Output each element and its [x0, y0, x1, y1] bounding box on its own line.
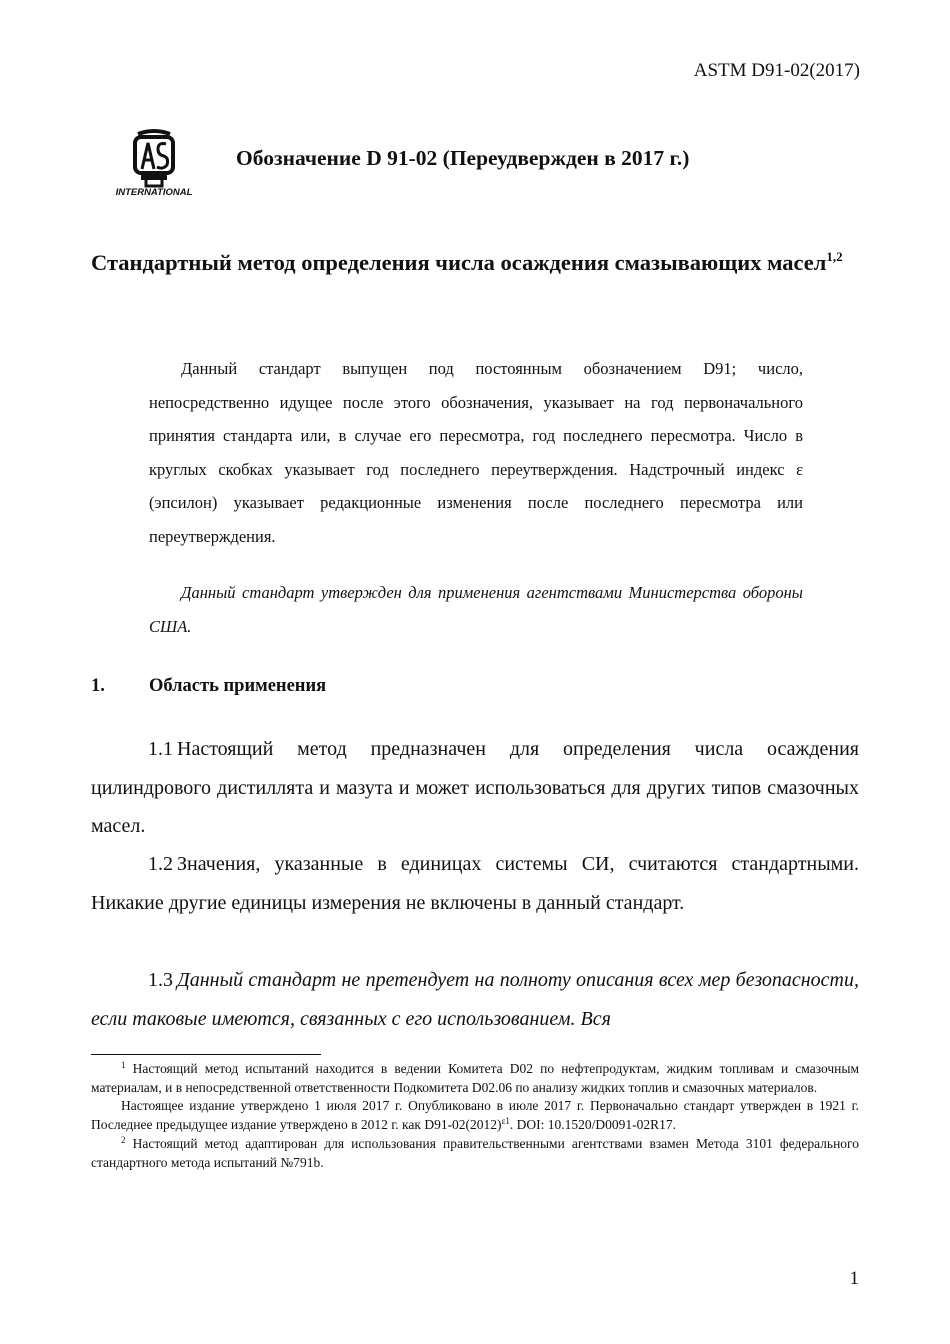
astm-emblem-icon — [135, 131, 173, 186]
paragraph-text: Данный стандарт не претендует на полноту описания всех мер безопасности, если таковые имеются, связанных с его использованием. Вся — [91, 969, 859, 1030]
section-title: Область применения — [149, 676, 327, 696]
section-number: 1. — [91, 676, 105, 696]
edition-note — [91, 1097, 859, 1134]
paragraph-number: 1.3 — [148, 969, 173, 991]
footnote-mark: 2 — [121, 1134, 126, 1145]
dod-approval-note: Данный стандарт утвержден для применения агентствами Министерства обороны США. — [149, 583, 803, 636]
standard-designation: Обозначение D 91-02 (Переудвержден в 2017 г.) — [236, 146, 690, 170]
paragraph-text: Значения, указанные в единицах системы СИ, считаются стандартными. Никакие другие единицы измерения не включены в данный стандарт. — [91, 853, 859, 914]
edition-text: Настоящее издание утверждено 1 июля 2017 г. Опубликовано в июле 2017 г. Первоначально стандарт утвержден в 1921 г. Последнее предыдущее издание утверждено в 2012 г. как D91-02(2012) — [91, 1098, 859, 1133]
paragraph-1-2 — [91, 845, 859, 922]
title-text: Стандартный метод определения числа осаждения смазывающих масел — [91, 250, 827, 275]
paragraph-1-3 — [91, 961, 859, 1038]
footnote-1 — [91, 1060, 859, 1097]
footnote-mark: 1 — [121, 1060, 126, 1070]
footnote-text: Настоящий метод адаптирован для использования правительственными агентствами взамен Метода 3101 федерального стандартного метода испытаний №791b. — [91, 1135, 860, 1170]
issuance-note: Данный стандарт выпущен под постоянным обозначением D91; число, непосредственно идущее после этого обозначения, указывает на год первоначального принятия стандарта или, в случае его пересмотра, год последнего пересмотра. Число в круглых скобках указывает год последнего переутверждения. Надстрочный индекс ε (эпсилон) указывает редакционные изменения после последнего пересмотра или переутверждения. — [149, 359, 803, 546]
standard-code-header: ASTM D91-02(2017) — [693, 60, 860, 81]
logo-subtext: INTERNATIONAL — [115, 187, 193, 198]
document-title — [91, 242, 860, 283]
epsilon-superscript: ε1 — [501, 1116, 510, 1127]
footnote-text: Настоящий метод испытаний находится в ведении Комитета D02 по нефтепродуктам, жидким топливам и смазочным материалам, и в непосредственной ответственности Подкомитета D02.06 по анализу жидких топлив и смазочных материалов. — [91, 1061, 860, 1095]
paragraph-number: 1.1 — [148, 738, 173, 760]
footnotes — [91, 1060, 859, 1172]
paragraph-number: 1.2 — [148, 853, 173, 875]
paragraph-text: Настоящий метод предназначен для определения числа осаждения цилиндрового дистиллята и мазута и может использоваться для других типов смазочных масел. — [91, 738, 859, 838]
paragraph-1-1 — [91, 730, 859, 846]
title-footnote-refs: 1,2 — [826, 249, 843, 264]
footnote-divider — [91, 1054, 321, 1055]
footnote-2 — [91, 1135, 859, 1172]
edition-doi: . DOI: 10.1520/D0091-02R17. — [509, 1117, 676, 1133]
page-number: 1 — [849, 1268, 859, 1289]
astm-logo — [112, 128, 196, 198]
